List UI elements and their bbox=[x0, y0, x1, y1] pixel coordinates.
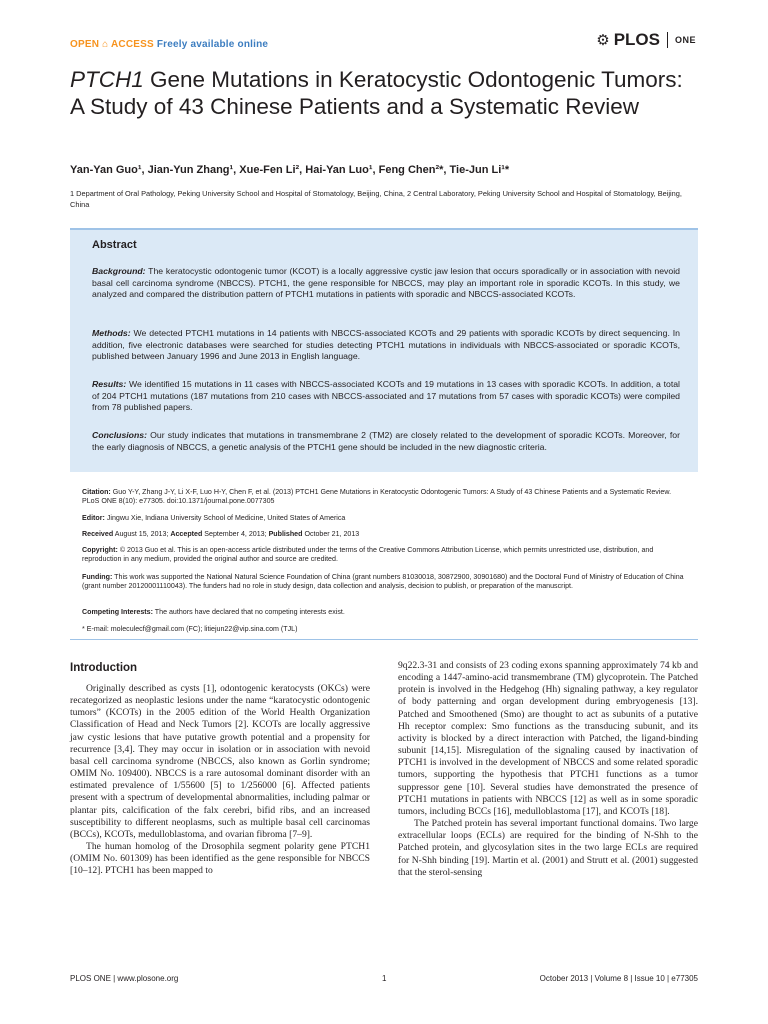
logo-divider bbox=[667, 32, 668, 48]
abstract-box bbox=[70, 228, 698, 472]
freely-available-label: Freely available online bbox=[156, 39, 269, 50]
affiliations: 1 Department of Oral Pathology, Peking University School and Hospital of Stomatology, Beijing, China, 2 Central Laboratory, Peking University School and Hospital of Stomatology, Beijing, China bbox=[70, 189, 682, 209]
footer-issue: October 2013 | Volume 8 | Issue 10 | e77305 bbox=[539, 974, 698, 983]
gear-icon: ⚙ bbox=[596, 32, 610, 49]
one-wordmark: ONE bbox=[674, 35, 696, 45]
footer-page-number: 1 bbox=[382, 974, 387, 983]
abstract-results: Results: We identified 15 mutations in 11 cases with NBCCS-associated KCOTs and 19 mutations in 13 cases with sporadic KCOTs. In addition, a total of 204 PTCH1 mutations (187 mutations from 210 cases with NBCCS-associated and 17 mutations from 57 cases with sporadic KCOTs) were compiled from 78 published papers. bbox=[92, 379, 680, 413]
article-title bbox=[70, 66, 700, 120]
open-access-icon: ⌂ bbox=[102, 39, 109, 50]
title-rest: Gene Mutations in Keratocystic Odontogenic Tumors: A Study of 43 Chinese Patients and a Systematic Review bbox=[70, 67, 683, 119]
open-label: OPEN bbox=[70, 39, 100, 50]
copyright: Copyright: © 2013 Guo et al. This is an open-access article distributed under the terms of the Creative Commons Attribution License, which permits unrestricted use, distribution, and reproduction in any medium, provided the original author and source are credited. bbox=[82, 546, 654, 564]
abstract-conclusions: Conclusions: Our study indicates that mutations in transmembrane 2 (TM2) are closely related to the development of sporadic KCOTs. Moreover, for the early diagnosis of NBCCS, a genetic analysis of the PTCH1 gene should be included in the new diagnostic criteria. bbox=[92, 430, 680, 452]
section-divider bbox=[70, 639, 698, 640]
abstract-heading: Abstract bbox=[92, 239, 137, 251]
plos-wordmark: PLOS bbox=[613, 30, 660, 49]
open-access-banner bbox=[70, 39, 268, 50]
intro-paragraph-3: 9q22.3-31 and consists of 23 coding exons spanning approximately 74 kb and encoding a 1447-amino-acid transmembrane (TM) glycoprotein. The Patched protein is involved in the Hedgehog (Hh) signaling pathway, a key regulator of body patterning and organ development during embryogenesis [13]. Patched and Smoothened (Smo) are thought to act as subunits of a putative Hh receptor complex: Smo functions as the transducing subunit, and its activity is blocked by a direct interaction with Patched, the ligand-binding subunit [14,15]. Misregulation of the signaling caused by inactivation of PTCH1 is involved in the development of NBCCS and some related sporadic tumors, supporting the hypothesis that PTCH1 functions as a tumor suppressor gene [10]. Several studies have demonstrated the presence of PTCH1 mutations in patients with NBCCS [12] as well as in some sporadic tumors, including BCCs [16], medulloblastoma [17], and KCOTs [18]. bbox=[398, 660, 698, 817]
abstract-methods: Methods: We detected PTCH1 mutations in 14 patients with NBCCS-associated KCOTs and 29 patients with sporadic KCOTs by direct sequencing. In addition, five electronic databases were searched for studies detecting PTCH1 mutations in individuals with NBCCS-associated or sporadic KCOTs, published between January 1996 and June 2013 in English language. bbox=[92, 328, 680, 362]
access-label: ACCESS bbox=[110, 39, 154, 50]
title-gene: PTCH1 bbox=[70, 67, 144, 92]
author-list: Yan-Yan Guo¹, Jian-Yun Zhang¹, Xue-Fen Li², Hai-Yan Luo¹, Feng Chen²*, Tie-Jun Li¹* bbox=[70, 164, 510, 176]
dates: Received August 15, 2013; Accepted September 4, 2013; Published October 21, 2013 bbox=[82, 530, 360, 538]
introduction-heading: Introduction bbox=[70, 662, 138, 674]
abstract-background: Background: The keratocystic odontogenic tumor (KCOT) is a locally aggressive cystic jaw lesion that occurs sporadically or in association with nevoid basal cell carcinoma syndrome (NBCCS). PTCH1, the gene responsible for NBCCS, may play an important role in sporadic KCOTs. In this study, we analyzed and compared the distribution pattern of PTCH1 mutations in patients with sporadic and NBCCS-associated KCOTs. bbox=[92, 266, 680, 300]
left-column bbox=[70, 683, 370, 878]
editor: Editor: Jingwu Xie, Indiana University School of Medicine, United States of America bbox=[82, 514, 346, 522]
right-column bbox=[398, 660, 698, 879]
footer-journal: PLOS ONE | www.plosone.org bbox=[70, 974, 179, 983]
funding: Funding: This work was supported the National Natural Science Foundation of China (grant numbers 81030018, 30872900, 30901680) and the Doctoral Fund of Ministry of Education of China (grant number 20120001110043). The funders had no role in study design, data collection and analysis, decision to publish, or preparation of the manuscript. bbox=[82, 573, 684, 591]
citation: Citation: Guo Y-Y, Zhang J-Y, Li X-F, Luo H-Y, Chen F, et al. (2013) PTCH1 Gene Mutations in Keratocystic Odontogenic Tumors: A Study of 43 Chinese Patients and a Systematic Review. PLoS ONE 8(10): e77305. doi:10.1371/journal.pone.0077305 bbox=[82, 488, 672, 506]
plos-one-logo bbox=[596, 30, 696, 50]
competing-interests: Competing Interests: The authors have declared that no competing interests exist. bbox=[82, 608, 345, 616]
intro-paragraph-4: The Patched protein has several important functional domains. Two large extracellular loops (ECLs) are required for the binding of N-Shh to the Patched protein, and glycosylation sites in the two large ECLs are required for N-Shh binding [19]. Martin et al. (2001) and Strutt et al. (2001) suggested that the sterol-sensing bbox=[398, 818, 698, 878]
email: * E-mail: moleculecf@gmail.com (FC); litiejun22@vip.sina.com (TJL) bbox=[82, 625, 298, 633]
intro-paragraph-1: Originally described as cysts [1], odontogenic keratocysts (OKCs) were recategorized as neoplastic lesions under the name “karatocystic odontogenic tumors” (KCOTs) in the 2005 edition of the World Health Organization Classification of Head and Neck Tumors [2]. KCOTs are locally aggressive jaw cystic lesions that have putative growth potential and a propensity for recurrence [3,4]. They may occur in isolation or in association with nevoid basal cell carcinoma syndrome (NBCCS, also known as Gorlin syndrome; OMIM No. 109400). NBCCS is a rare autosomal dominant disorder with an estimated prevalence of 1/55600 [5] to 1/256000 [6]. Affected patients present with a spectrum of developmental abnormalities, including palmar or plantar pits, calcification of the falx cerebri, bifid ribs, and an increased susceptibility to different neoplasms, such as multiple basal cell carcinomas (BCCs), KCOTs, medulloblastoma, and ovarian fibroma [7–9]. bbox=[70, 683, 370, 840]
intro-paragraph-2: The human homolog of the Drosophila segment polarity gene PTCH1 (OMIM No. 601309) has been identified as the gene responsible for NBCCS [10–12]. PTCH1 has been mapped to bbox=[70, 841, 370, 877]
